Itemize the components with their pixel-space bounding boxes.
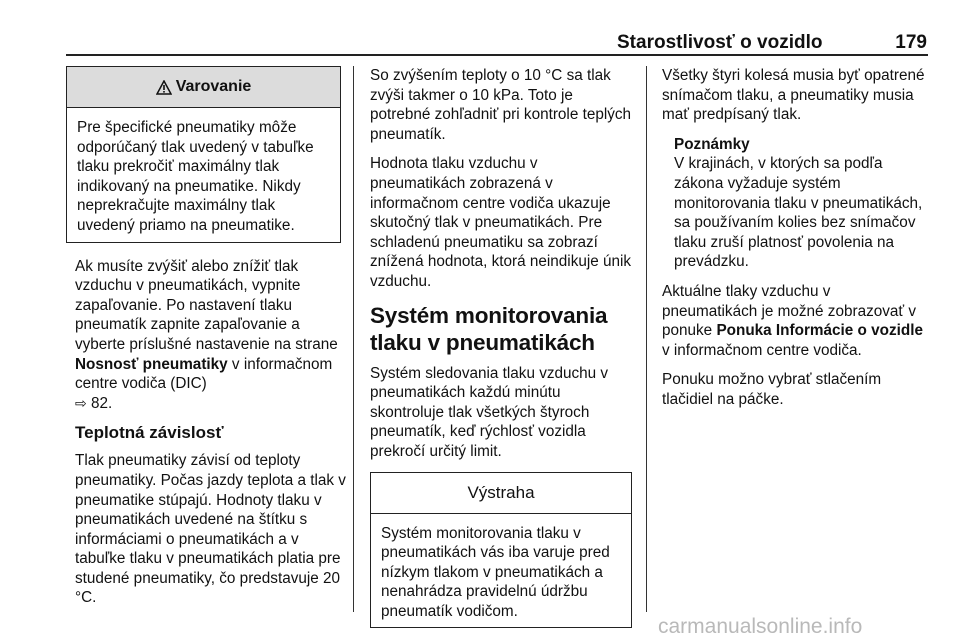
paragraph-displayed-pressure: Hodnota tlaku vzduchu v pneumatikách zobrazená v informačnom centre vodiča ukazuje skutočný tlak v pneumatikách. Pre schladenú pneumatiku sa zobrazí znížená hodnota, ktorá neindikuje únik vzduchu.	[370, 155, 632, 290]
warning-body: Pre špecifické pneumatiky môže odporúčaný tlak uvedený v tabuľke tlaku prekročiť maximálny tlak indikovaný na pneumatike. Nikdy neprekračujte maximálny tlak uvedený priamo na pneumatike.	[77, 119, 314, 234]
paragraph-select-menu: Ponuku možno vybrať stlačením tlačidiel na páčke.	[662, 371, 882, 408]
menu-term-vehicle-info: Ponuka Informácie o vozidle	[716, 322, 923, 340]
page-reference: 82.	[86, 394, 113, 412]
warning-title: Varovanie	[175, 78, 252, 96]
page-title: Starostlivosť o vozidlo	[617, 32, 823, 53]
note-body: V krajinách, v ktorých sa podľa zákona vyžaduje systém monitorovania tlaku v pneumatikách, sa používaním kolies bez snímačov tlaku zruší platnosť povolenia na prevádzku.	[674, 155, 923, 271]
paragraph-display-pressures: Aktuálne tlaky vzduchu v pneumatikách je možné zobrazovať v ponuke Ponuka Informácie o vozidle v informačnom centre vodiča.	[662, 282, 923, 359]
paragraph-adjust-pressure: Ak musíte zvýšiť alebo znížiť tlak vzduchu v pneumatikách, vypnite zapaľovanie. Po nastavení tlaku pneumatík zapnite zapaľovanie a vyberte príslušné nastavenie na strane Nosnosť pneumatiky v informačnom centre vodiča (DIC) ⇨ 82.	[75, 257, 338, 412]
warning-triangle-icon	[156, 80, 172, 95]
paragraph-sensors-required: Všetky štyri kolesá musia byť opatrené snímačom tlaku, a pneumatiky musia mať predpísaný tlak.	[662, 67, 925, 124]
caution-box-header: Výstraha	[371, 473, 631, 514]
menu-term: Nosnosť pneumatiky	[75, 355, 228, 373]
caution-body: Systém monitorovania tlaku v pneumatikách vás iba varuje pred nízkym tlakom v pneumatikách a nenahrádza pravidelnú údržbu pneumatík vodičom.	[381, 524, 610, 620]
reference-arrow-icon: ⇨	[75, 394, 87, 411]
warning-box-header	[67, 67, 340, 108]
watermark: carmanualsonline.info	[658, 615, 863, 638]
note-title: Poznámky	[674, 135, 750, 153]
paragraph-temperature: Tlak pneumatiky závisí od teploty pneumatiky. Počas jazdy teplota a tlak v pneumatike stúpajú. Hodnoty tlaku v pneumatikách uvedené na štítku s informáciami o pneumatikách a v tabuľke tlaku v pneumatikách platia pre studené pneumatiky, čo predstavuje 20 °C.	[75, 452, 346, 607]
paragraph-tpms-check: Systém sledovania tlaku vzduchu v pneumatikách každú minútu skontroluje tlak všetkých štyroch pneumatík, keď rýchlosť vozidla prekročí určitý limit.	[370, 364, 609, 460]
page-number: 179	[895, 32, 927, 53]
column-3	[662, 66, 928, 420]
warning-box	[66, 66, 341, 243]
column-2	[370, 66, 635, 642]
section-heading-tpms: Systém monitorovania tlaku v pneumatikách	[370, 302, 608, 355]
header-rule	[66, 54, 928, 56]
caution-box	[370, 472, 632, 629]
paragraph-temperature-rise: So zvýšením teploty o 10 °C sa tlak zvýši takmer o 10 kPa. Toto je potrebné zohľadniť pri kontrole teplých pneumatík.	[370, 67, 632, 143]
column-divider-1	[353, 66, 354, 612]
column-divider-2	[646, 66, 647, 612]
note-block	[662, 135, 928, 272]
page-header	[617, 28, 927, 54]
column-1	[75, 66, 347, 618]
section-heading-temperature: Teplotná závislosť	[75, 423, 224, 443]
